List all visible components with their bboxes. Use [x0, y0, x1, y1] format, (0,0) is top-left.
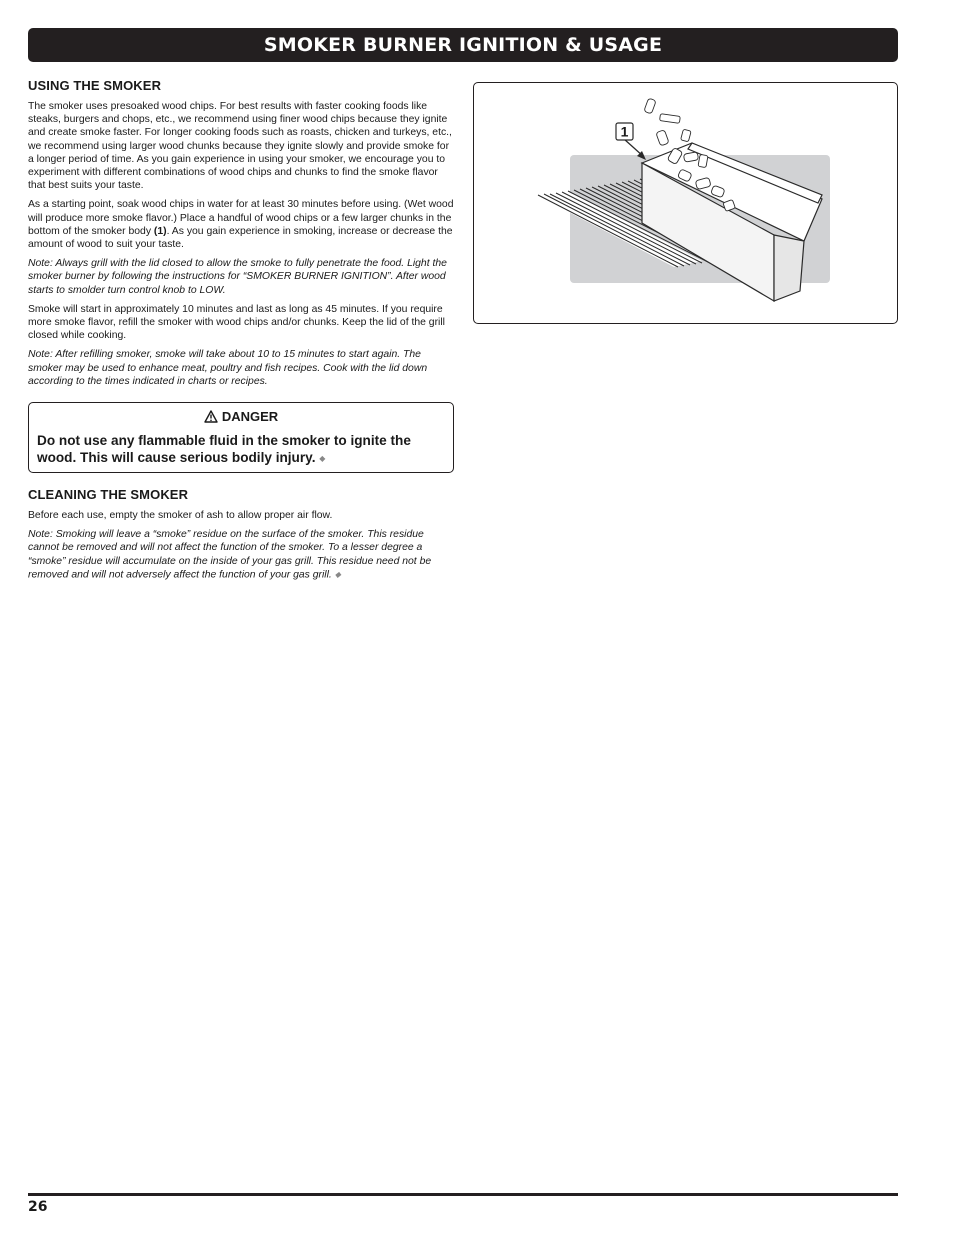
cleaning-smoker-heading: CLEANING THE SMOKER [28, 486, 189, 502]
footer-rule [28, 1193, 898, 1196]
using-smoker-heading: USING THE SMOKER [28, 78, 162, 93]
end-of-section-mark: ◆ [334, 569, 341, 579]
using-paragraph-3: Smoke will start in approximately 10 minutes and last as long as 45 minutes. If you require more smoke flavor, refill the smoker with wood chips and/or chunks. Keep the lid of the grill closed while cooking. [28, 303, 445, 342]
using-note-2: Note: After refilling smoker, smoke will take about 10 to 15 minutes to start again. The smoker may be used to enhance meat, poultry and fish recipes. Cook with the lid down according to the times indicated in charts or recipes. [28, 349, 428, 387]
part-reference: (1) [153, 225, 167, 237]
cleaning-paragraph: Before each use, empty the smoker of ash to allow proper air flow. [28, 509, 333, 521]
danger-text: Do not use any flammable fluid in the smoker to ignite the wood. This will cause serious bodily injury. [37, 433, 411, 466]
warning-triangle-icon [204, 410, 218, 423]
danger-label: DANGER [221, 409, 279, 425]
using-note-1: Note: Always grill with the lid closed to allow the smoke to fully penetrate the food. Light the smoker burner by following the instructions for “SMOKER BURNER IGNITION”. After wood starts to smolder turn control knob to LOW. [28, 258, 447, 296]
danger-message [37, 432, 445, 467]
section-title-bar [28, 28, 898, 62]
using-paragraph-2 [28, 198, 454, 251]
figure-callout-1: 1 [620, 123, 629, 140]
left-column [28, 78, 454, 587]
using-paragraph-2-start: As a starting point, soak wood chips in water for at least 30 minutes before using. (Wet wood will produce more smoke flavor.) Place a handful of wood chips or a few larger chunks in the bottom of the smoker body [28, 199, 454, 237]
smoker-illustration-frame [473, 82, 898, 324]
using-paragraph-1: The smoker uses presoaked wood chips. For best results with faster cooking foods like steaks, burgers and chops, etc., we recommend using finer wood chips because they ignite and create smoke faster. For longer cooking foods such as roasts, chicken and turkeys, etc., we recommend using larger wood chunks because they ignite slowly and provide smoke for a longer period of time. As you gain experience in using your smoker, we encourage you to experiment with different combinations of wood chips and chunks to find the smoke flavor that best suits your taste. [28, 101, 452, 192]
end-of-section-mark: ◆ [319, 453, 326, 463]
smoker-illustration [474, 83, 897, 323]
page-number: 26 [28, 1199, 48, 1215]
danger-header [37, 409, 445, 424]
cleaning-note [28, 528, 454, 581]
using-paragraph-2-end: . As you gain experience in smoking, increase or decrease the amount of wood to suit your taste. [28, 225, 453, 251]
page-title: SMOKER BURNER IGNITION & USAGE [263, 34, 663, 56]
cleaning-note-text: Note: Smoking will leave a “smoke” residue on the surface of the smoker. This residue cannot be removed and will not affect the function of the smoker. To a lesser degree a “smoke” residue will accumulate on the inside of your gas grill. This residue need not be removed and will not adversely affect the function of your gas grill. [28, 529, 432, 581]
danger-box [28, 402, 454, 473]
